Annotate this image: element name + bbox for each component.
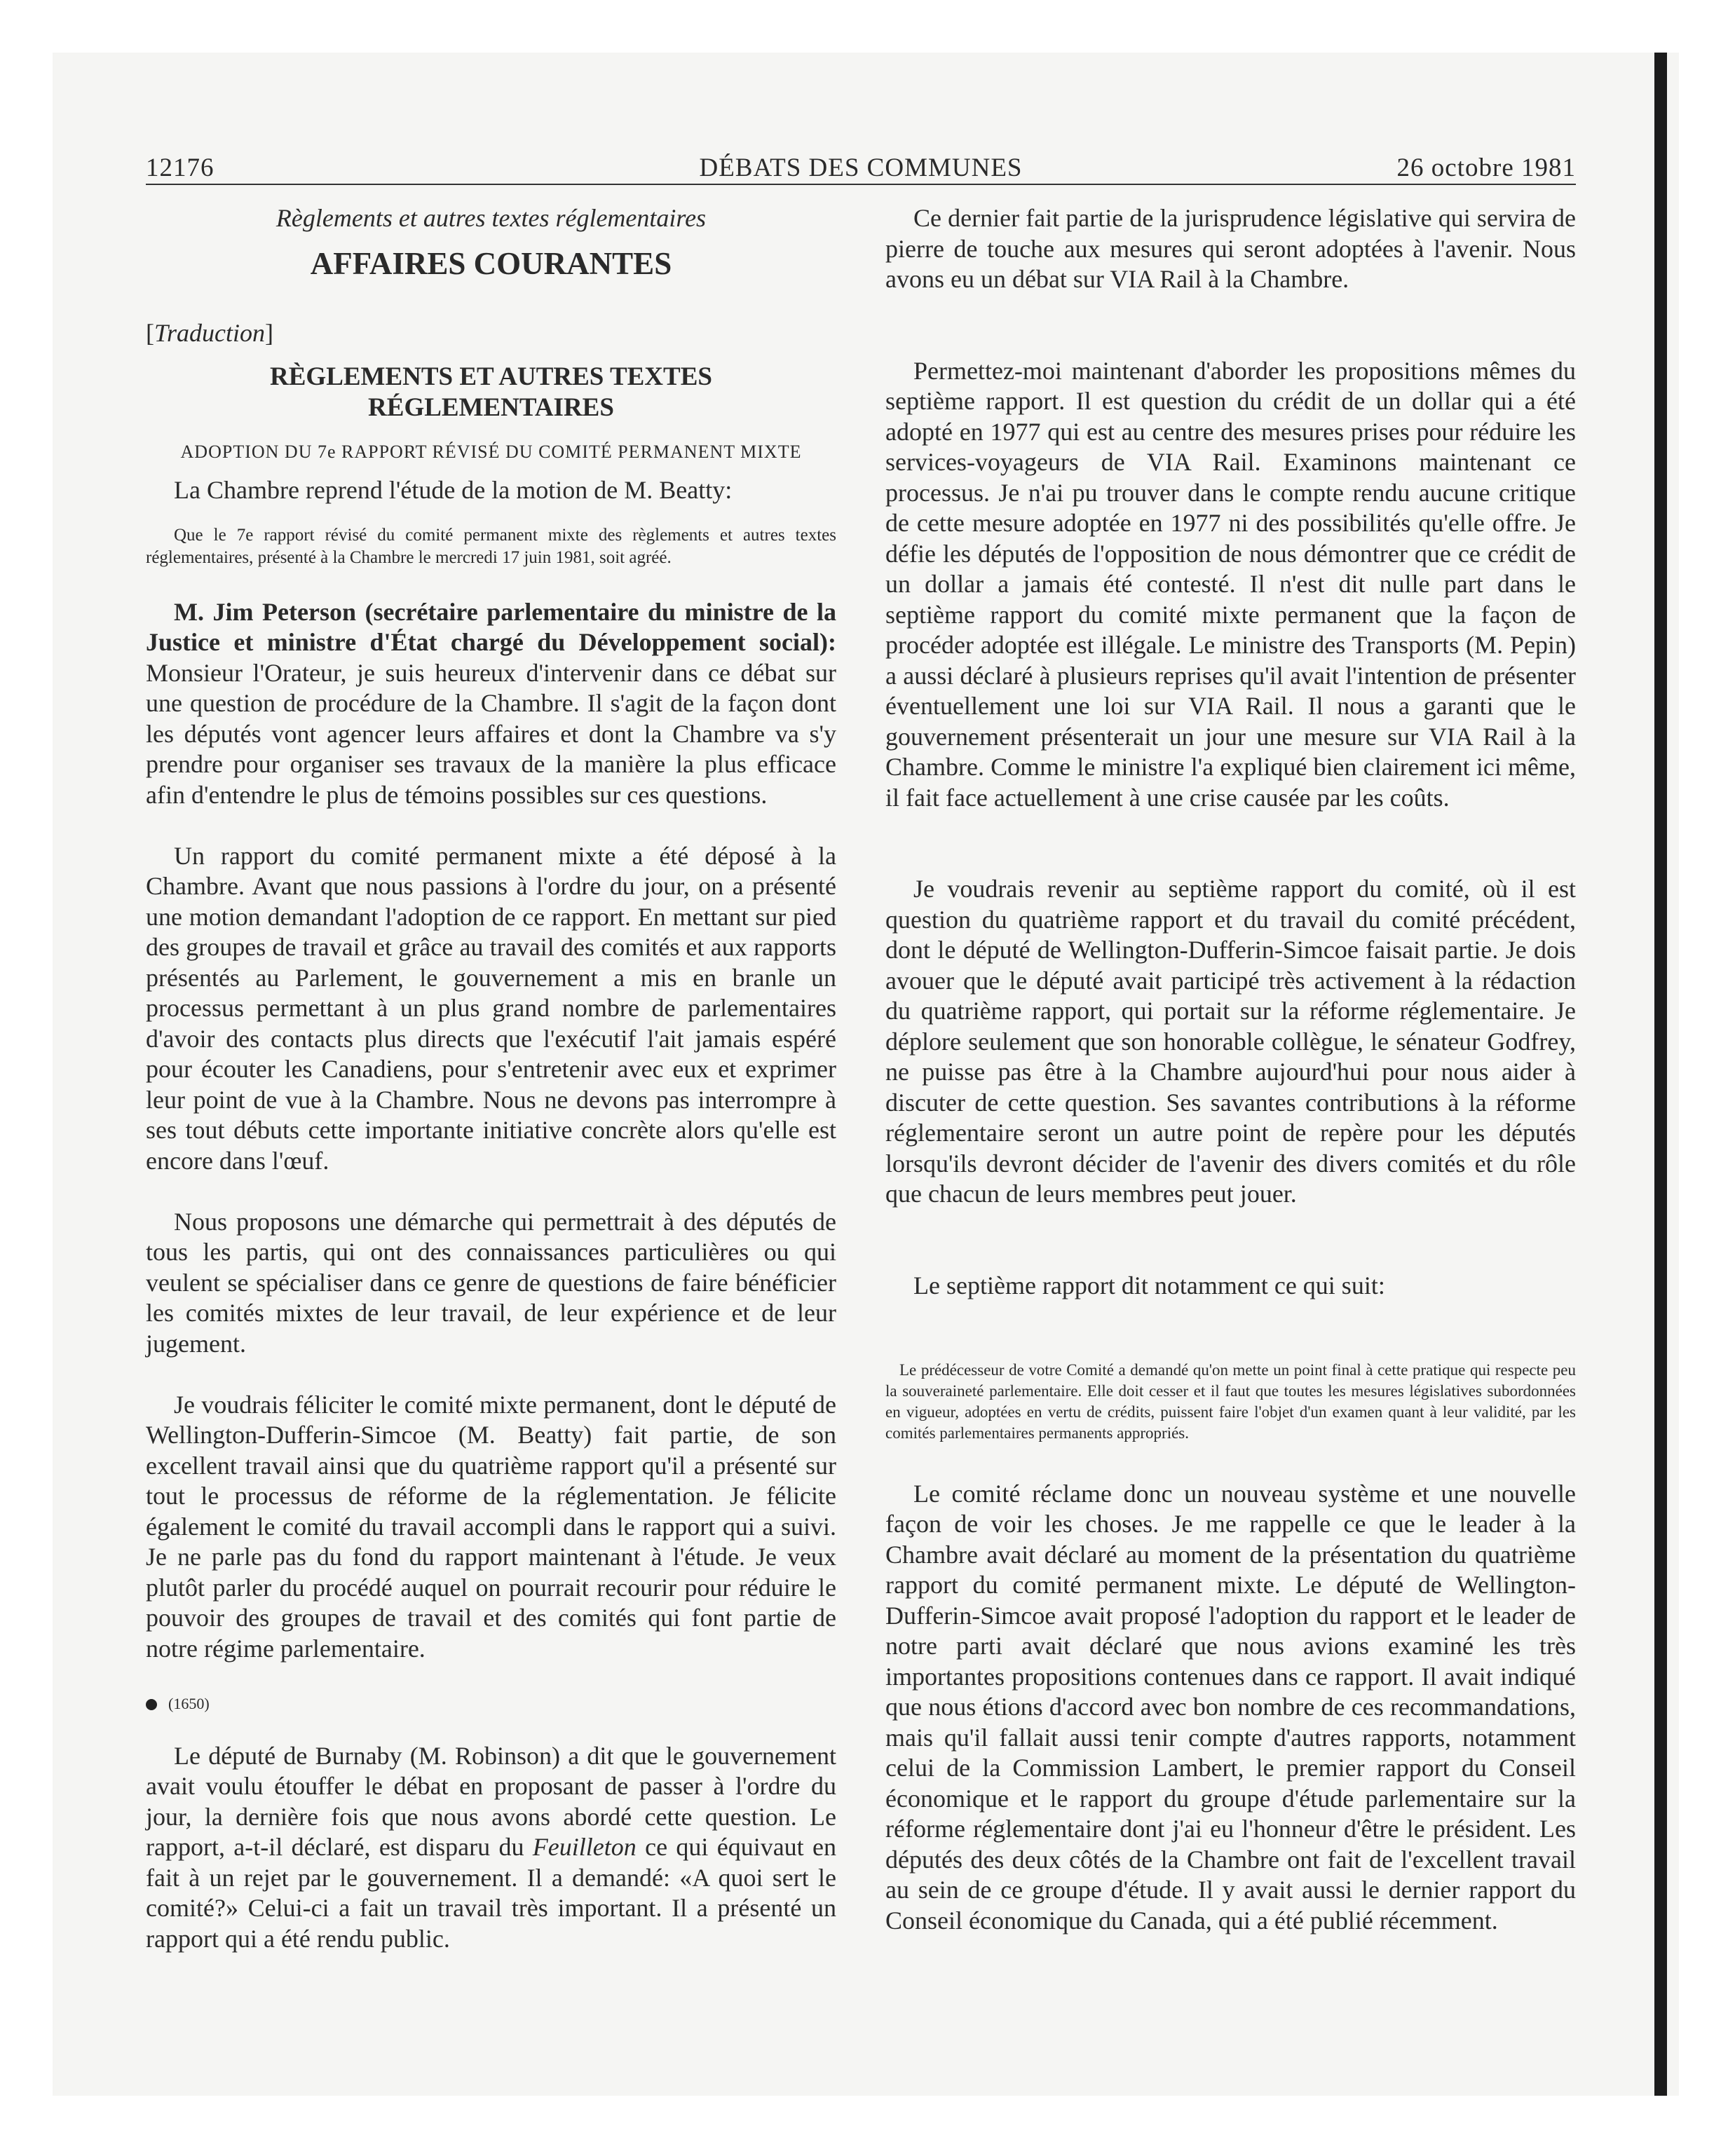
report-quotation: Le prédécesseur de votre Comité a demandé qu'on mette un point final à cette pratique qui respecte peu la souveraineté parlementaire. Elle doit cesser et il faut que toutes les mesures législatives subordonnées en vigueur, adoptées en vertu de crédits, puissent faire l'objet d'un examen quant à leur validité, par les comités parlementaires permanents appropriés. <box>885 1360 1576 1442</box>
subject-title: RÈGLEMENTS ET AUTRES TEXTES RÉGLEMENTAIRES <box>270 362 712 422</box>
paragraph-3: Nous proposons une démarche qui permettrait à des députés de tous les partis, qui ont des connaissances particulières ou qui veulent se spécialiser dans ce genre de questions de faire bénéficier les comités mixtes de leur travail, de leur expérience et de leur jugement. <box>146 1207 836 1358</box>
right-paragraph-1: Ce dernier fait partie de la jurisprudence législative qui servira de pierre de touche aux mesures qui seront adoptées à l'avenir. Nous avons eu un débat sur VIA Rail à la Chambre. <box>885 204 1576 293</box>
speech-paragraph <box>146 597 836 811</box>
scan-edge-bar <box>1654 53 1667 2096</box>
left-column <box>146 203 836 1954</box>
translation-note <box>146 318 836 348</box>
timestamp-marker <box>146 1695 836 1713</box>
paragraph-5-part-b: ce qui équivaut en fait à un rejet par le gouvernement. Il a demandé: «A quoi sert le comité?» Celui-ci a fait un travail très important. Il a présenté un rapport qui a été rendu public. <box>146 1833 836 1953</box>
right-paragraph-2: Permettez-moi maintenant d'aborder les propositions mêmes du septième rapport. Il est question du crédit de un dollar qui a été adopté en 1977 qui est au centre des mesures prises pour réduire les services-voyageurs de VIA Rail. Examinons maintenant ce processus. Je n'ai pu trouver dans le compte rendu aucune critique de cette mesure adoptée en 1977 ni des possibilités qu'elle offre. Je défie les députés de l'opposition de nous démontrer que ce crédit de un dollar a jamais été contesté. Il n'est dit nulle part dans le septième rapport du comité mixte permanent que la façon de procéder adoptée est illégale. Le ministre des Transports (M. Pepin) a aussi déclaré à plusieurs reprises qu'il avait l'intention de présenter éventuellement une loi sur VIA Rail. Il nous a garanti que le gouvernement présenterait un jour une mesure sur VIA Rail à la Chambre. Comme le ministre l'a expliqué bien clairement ici même, il fait face actuellement à une crise causée par les coûts. <box>885 356 1576 812</box>
section-title: AFFAIRES COURANTES <box>310 246 672 281</box>
page-number: 12176 <box>146 153 215 182</box>
timestamp: (1650) <box>168 1694 210 1712</box>
bullet-icon <box>146 1699 157 1710</box>
issue-date: 26 octobre 1981 <box>1396 153 1576 182</box>
subject-subtitle: ADOPTION DU 7e RAPPORT RÉVISÉ DU COMITÉ PERMANENT MIXTE <box>180 442 802 462</box>
rubric-heading: Règlements et autres textes réglementaires <box>275 204 707 232</box>
right-paragraph-5: Le comité réclame donc un nouveau système et une nouvelle façon de voir les choses. Je me rappelle ce que le leader à la Chambre avait déclaré au moment de la présentation du quatrième rapport du comité permanent mixte. Le député de Wellington-Dufferin-Simcoe avait proposé l'adoption du rapport et le leader de notre parti avait déclaré que nous avions examiné les très importantes propositions contenues dans ce rapport. Il avait indiqué que nous étions d'accord avec bon nombre de ces recommandations, mais qu'il fallait aussi tenir compte d'autres rapports, notamment celui de la Commission Lambert, le premier rapport du Conseil économique et le rapport du groupe d'étude parlementaire sur la réforme réglementaire dont j'ai eu l'honneur d'être le président. Les députés des deux côtés de la Chambre ont fait de l'excellent travail au sein de ce groupe d'étude. Il y avait aussi le dernier rapport du Conseil économique du Canada, qui a été publié récemment. <box>885 1479 1576 1935</box>
paragraph-5-part-a: Le député de Burnaby (M. Robinson) a dit que le gouvernement avait voulu étouffer le débat en proposant de passer à l'ordre du jour, la dernière fois que nous avons abordé cette question. Le rapport, a-t-il déclaré, est disparu du <box>146 1741 836 1861</box>
speaker-name: M. Jim Peterson (secrétaire parlementaire du ministre de la Justice et ministre d'État chargé du Développement social): <box>146 597 836 656</box>
motion-intro: La Chambre reprend l'étude de la motion de M. Beatty: <box>174 476 733 504</box>
right-paragraph-4: Le septième rapport dit notamment ce qui suit: <box>913 1271 1385 1299</box>
paragraph-2: Un rapport du comité permanent mixte a été déposé à la Chambre. Avant que nous passions à l'ordre du jour, on a présenté une motion demandant l'adoption de ce rapport. En mettant sur pied des groupes de travail et grâce au travail des comités et aux rapports présentés au Parlement, le gouvernement a mis en branle un processus permettant à un plus grand nombre de parlementaires d'avoir des contacts plus directs que l'exécutif l'ait jamais espéré pour écouter les Canadiens, pour s'entretenir avec eux et exprimer leur point de vue à la Chambre. Nous ne devons pas interrompre à ses tout débuts cette importante initiative concrète alors qu'elle est encore dans l'œuf. <box>146 841 836 1175</box>
translation-prefix: [ <box>146 319 154 347</box>
feuilleton-italic: Feuilleton <box>532 1833 637 1861</box>
running-header <box>146 147 1576 185</box>
translation-suffix: ] <box>265 319 274 347</box>
journal-title: DÉBATS DES COMMUNES <box>699 153 1023 182</box>
motion-text: Que le 7e rapport révisé du comité permanent mixte des règlements et autres textes réglementaires, présenté à la Chambre le mercredi 17 juin 1981, soit agréé. <box>146 525 836 567</box>
paragraph-4: Je voudrais féliciter le comité mixte permanent, dont le député de Wellington-Dufferin-Simcoe (M. Beatty) fait partie, de son excellent travail ainsi que du quatrième rapport qu'il a présenté sur tout le processus de réforme de la réglementation. Je félicite également le comité du travail accompli dans le rapport qui a suivi. Je ne parle pas du fond du rapport maintenant à l'étude. Je veux plutôt parler du procédé auquel on pourrait recourir pour réduire le pouvoir des groupes de travail et des comités qui font partie de notre régime parlementaire. <box>146 1390 836 1663</box>
right-paragraph-3: Je voudrais revenir au septième rapport du comité, où il est question du quatrième rapport et du travail du comité précédent, dont le député de Wellington-Dufferin-Simcoe faisait partie. Je dois avouer que le député avait participé très activement à la rédaction du quatrième rapport, qui portait sur la réforme réglementaire. Je déplore seulement que son honorable collègue, le sénateur Godfrey, ne puisse pas être à la Chambre aujourd'hui pour nous aider à discuter de cette question. Ses savantes contributions à la réforme réglementaire seront un autre point de repère pour les députés lorsqu'ils devront décider de l'avenir des divers comités et du rôle que chacun de leurs membres peut jouer. <box>885 875 1576 1208</box>
paragraph-5 <box>146 1741 836 1955</box>
translation-label: Traduction <box>154 319 266 347</box>
speech-opening: Monsieur l'Orateur, je suis heureux d'intervenir dans ce débat sur une question de procédure de la Chambre. Il s'agit de la façon dont les députés vont agencer leurs affaires et dont la Chambre va s'y prendre pour organiser ses travaux de la manière la plus efficace afin d'entendre le plus de témoins possibles sur ces questions. <box>146 658 836 809</box>
right-column <box>885 203 1576 1936</box>
